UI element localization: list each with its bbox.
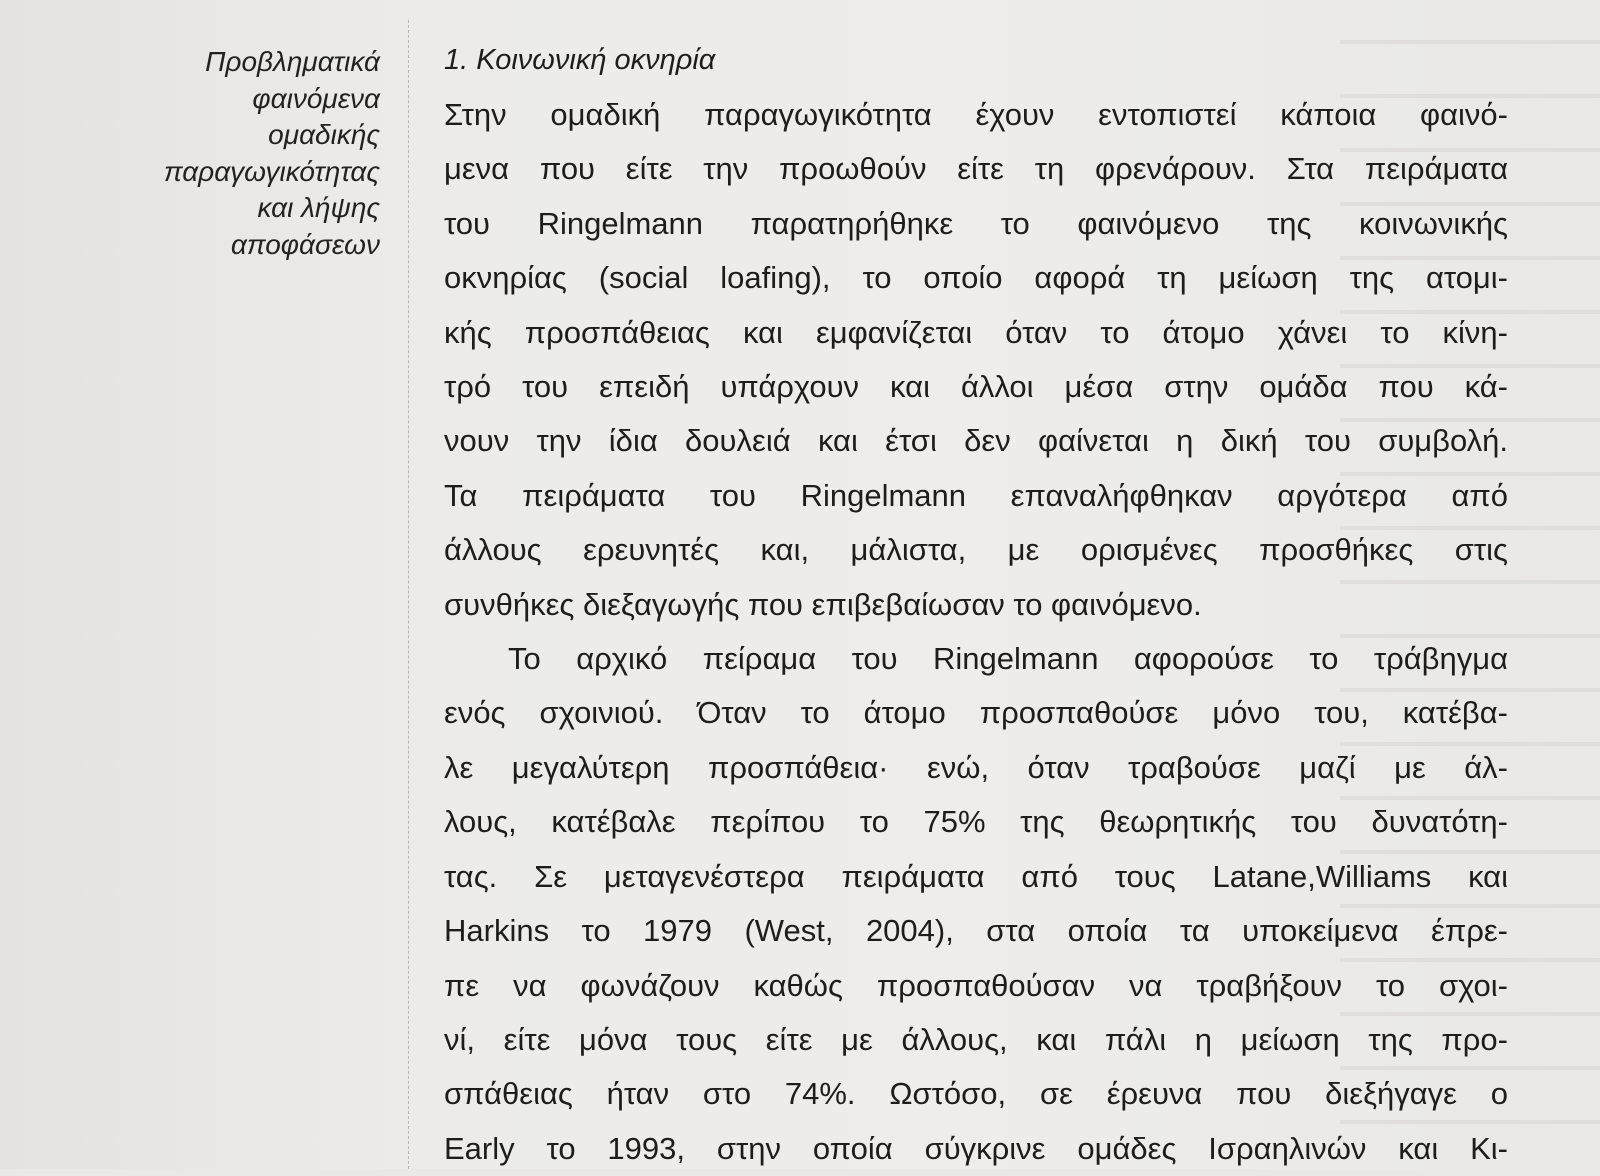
text-line: Το αρχικό πείραμα του Ringelmann αφορούσε το τράβηγμα: [508, 641, 1508, 677]
text-line: τας. Σε μεταγενέστερα πειράματα από τους Latane,Williams και: [444, 858, 1508, 894]
text-line: νί, είτε μόνα τους είτε με άλλους, και πάλι η μείωση της προ-: [444, 1021, 1508, 1057]
text-line: λους, κατέβαλε περίπου το 75% της θεωρητικής του δυνατότη-: [444, 804, 1508, 840]
paragraph-2: [444, 632, 1508, 1176]
text-line: ενός σχοινιού. Όταν το άτομο προσπαθούσε μόνο του, κατέβα-: [444, 695, 1508, 731]
text-line: Harkins το 1979 (West, 2004), στα οποία τα υποκείμενα έπρε-: [444, 913, 1508, 949]
text-line: λε μεγαλύτερη προσπάθεια· ενώ, όταν τραβούσε μαζί με άλ-: [444, 749, 1508, 785]
main-text-column: [444, 40, 1508, 1176]
text-line: μενα που είτε την προωθούν είτε τη φρενάρουν. Στα πειράματα: [444, 151, 1508, 187]
text-line: του Ringelmann παρατηρήθηκε το φαινόμενο της κοινωνικής: [444, 205, 1508, 241]
margin-note-line: και λήψης: [257, 192, 380, 223]
margin-note-line: Προβληματικά: [205, 46, 380, 77]
text-line: Τα πειράματα του Ringelmann επαναλήφθηκαν αργότερα από: [444, 477, 1508, 513]
text-line: σπάθειας ήταν στο 74%. Ωστόσο, σε έρευνα που διεξήγαγε ο: [444, 1076, 1508, 1112]
text-line: τρό του επειδή υπάρχουν και άλλοι μέσα στην ομάδα που κά-: [444, 369, 1508, 405]
text-line: άλλους ερευνητές και, μάλιστα, με ορισμένες προσθήκες στις: [444, 532, 1508, 568]
text-line: Στην ομαδική παραγωγικότητα έχουν εντοπιστεί κάποια φαινό-: [444, 97, 1508, 132]
margin-note-line: ομαδικής: [268, 119, 380, 150]
paragraph-1: [444, 88, 1508, 632]
margin-note-line: αποφάσεων: [230, 228, 380, 260]
text-line: Early το 1993, στην οποία σύγκρινε ομάδες Ισραηλινών και Κι-: [444, 1130, 1508, 1166]
margin-note-line: φαινόμενα: [252, 82, 380, 114]
section-heading: 1. Κοινωνική οκνηρία: [444, 44, 716, 76]
text-line: συνθήκες διεξαγωγής που επιβεβαίωσαν το φαινόμενο.: [444, 586, 1202, 622]
margin-note: [60, 44, 380, 263]
text-line: κής προσπάθειας και εμφανίζεται όταν το άτομο χάνει το κίνη-: [444, 314, 1508, 350]
text-line: πε να φωνάζουν καθώς προσπαθούσαν να τραβήξουν το σχοι-: [444, 967, 1508, 1003]
column-divider: [408, 20, 409, 1169]
margin-note-line: παραγωγικότητας: [163, 155, 380, 187]
text-line: οκνηρίας (social loafing), το οποίο αφορά τη μείωση της ατομι-: [444, 260, 1508, 296]
text-line: νουν την ίδια δουλειά και έτσι δεν φαίνεται η δική του συμβολή.: [444, 423, 1508, 459]
